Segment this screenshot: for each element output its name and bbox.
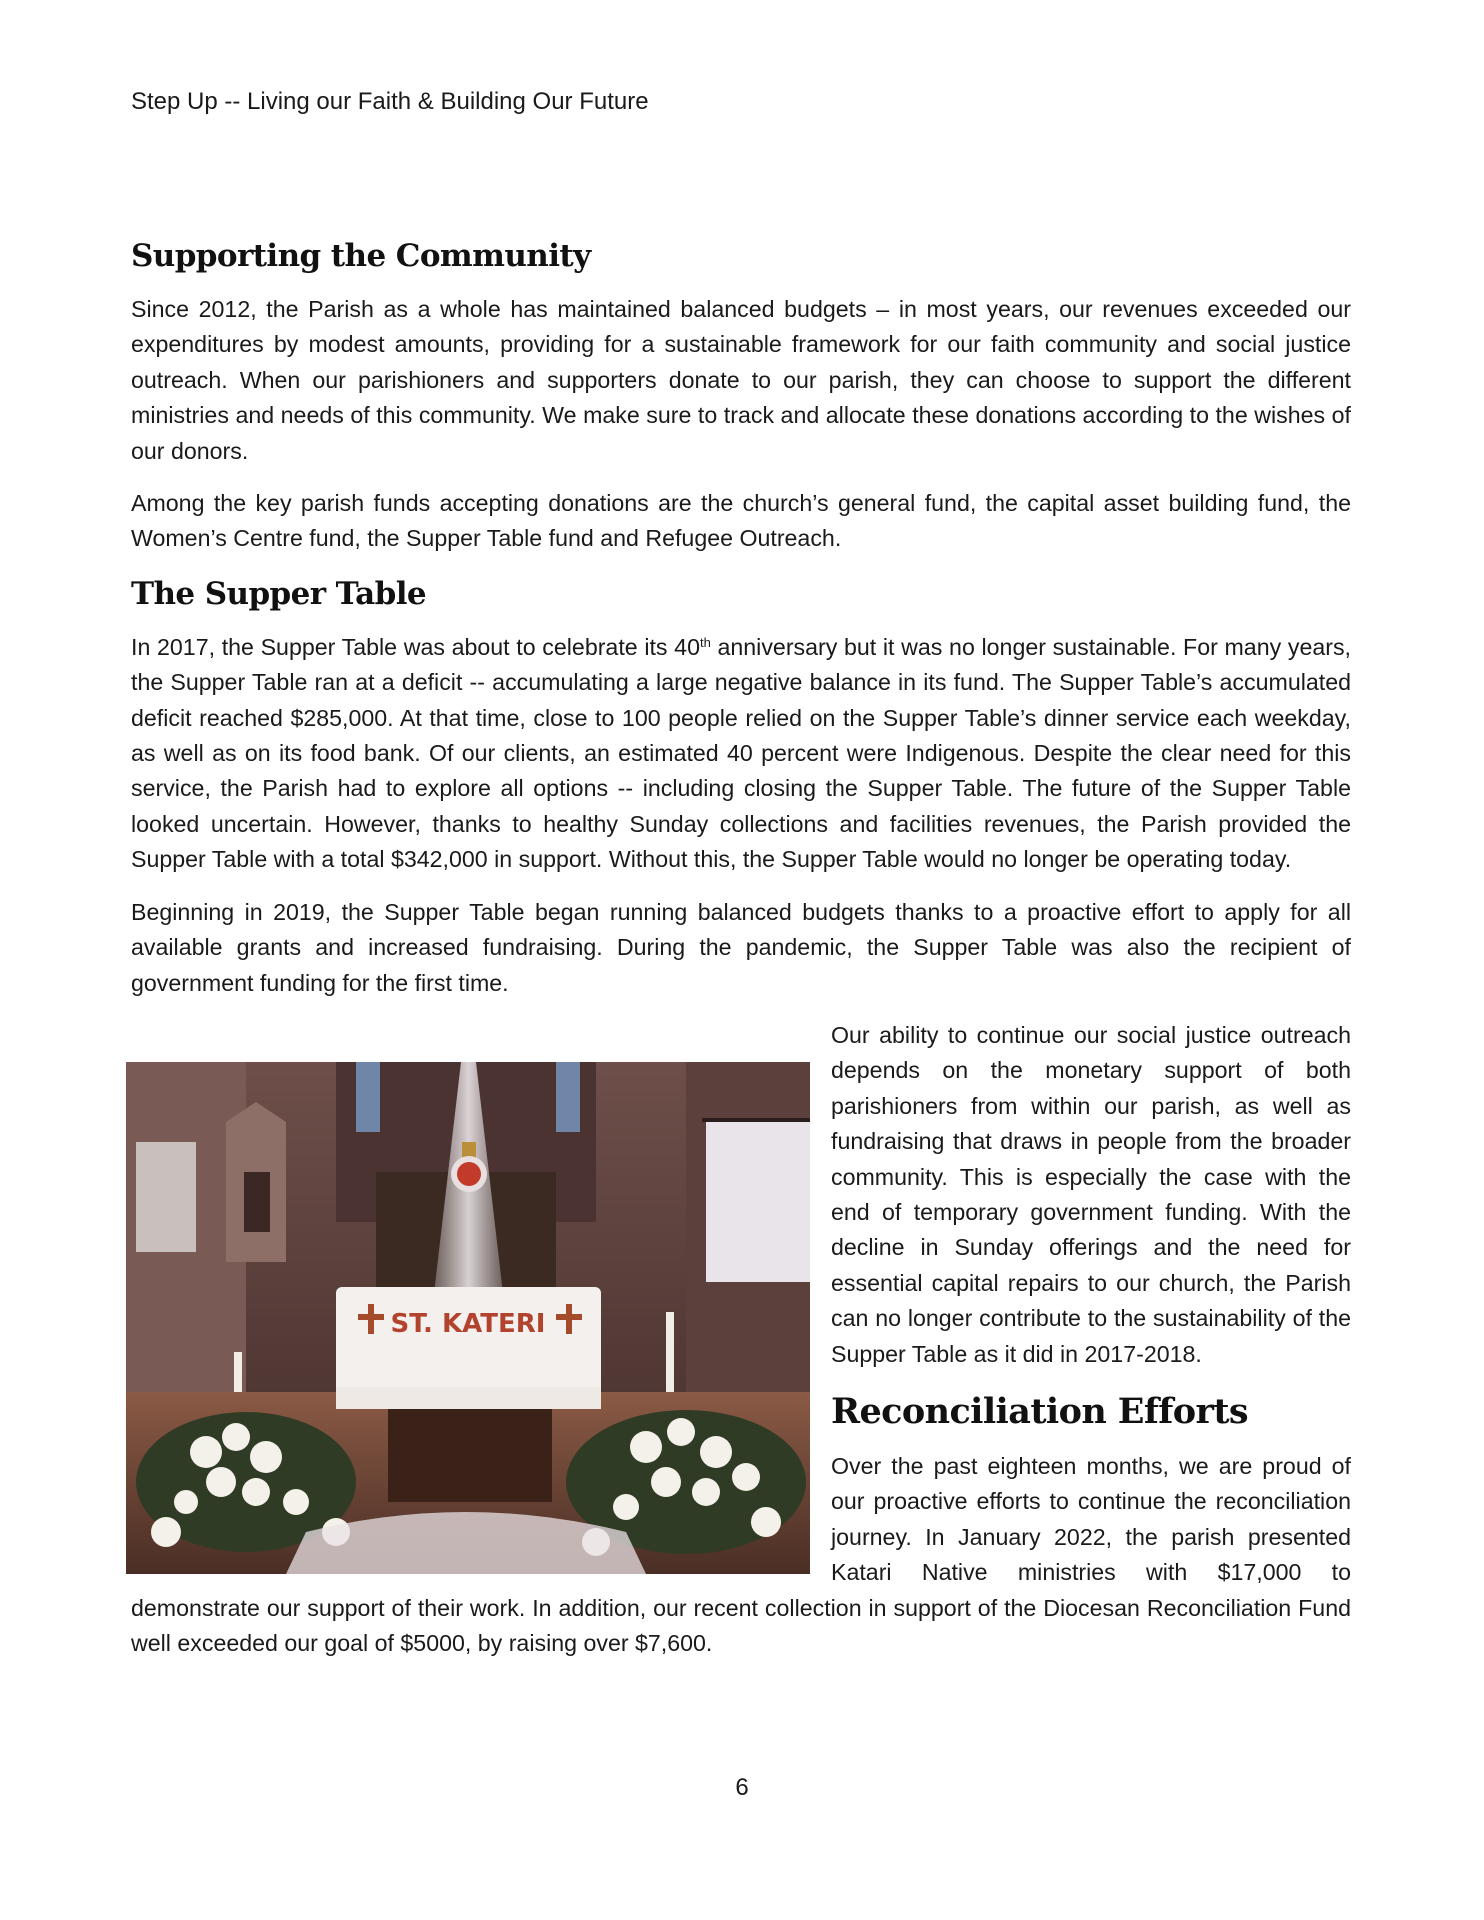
page-content	[131, 236, 1351, 1678]
heading-supporting-community: Supporting the Community	[131, 238, 591, 274]
altar-photo	[126, 1062, 810, 1574]
st-kateri-altar-image	[126, 1062, 810, 1574]
paragraph-supper-table-history	[131, 630, 1351, 878]
paragraph-balanced-budgets: Since 2012, the Parish as a whole has maintained balanced budgets – in most years, our revenues exceeded our expenditures by modest amounts, providing for a sustainable framework for our faith community and social justice outreach. When our parishioners and supporters donate to our parish, they can choose to support the different ministries and needs of this community. We make sure to track and allocate these donations according to the wishes of our donors.	[131, 296, 1351, 464]
ordinal-suffix: th	[699, 634, 711, 650]
wrapped-text-block	[131, 1018, 1351, 1662]
supper-text-start: In 2017, the Supper Table was about to celebrate its 40	[131, 633, 700, 660]
running-header: Step Up -- Living our Faith & Building Our Future	[131, 88, 649, 115]
paragraph-reconciliation: Over the past eighteen months, we are proud of our proactive efforts to continue the reconciliation journey. In January 2022, the parish presented Katari Native ministries with $17,000 to demonstrate our support of their work. In addition, our recent collection in support of the Diocesan Reconciliation Fund well exceeded our goal of $5000, by raising over $7,600.	[131, 1452, 1351, 1656]
supper-text-end: anniversary but it was no longer sustainable. For many years, the Supper Table ran at a deficit -- accumulating a large negative balance in its fund. The Supper Table’s accumulated deficit reached $285,000. At that time, close to 100 people relied on the Supper Table’s dinner service each weekday, as well as on its food bank. Of our clients, an estimated 40 percent were Indigenous. Despite the clear need for this service, the Parish had to explore all options -- including closing the Supper Table. The future of the Supper Table looked uncertain. However, thanks to healthy Sunday collections and facilities revenues, the Parish provided the Supper Table with a total $342,000 in support. Without this, the Supper Table would no longer be operating today.	[131, 633, 1351, 873]
heading-reconciliation-efforts: Reconciliation Efforts	[831, 1390, 1249, 1432]
heading-supper-table: The Supper Table	[131, 575, 427, 612]
paragraph-balanced-since-2019: Beginning in 2019, the Supper Table began running balanced budgets thanks to a proactive effort to apply for all available grants and increased fundraising. During the pandemic, the Supper Table was also the recipient of government funding for the first time.	[131, 898, 1351, 996]
paragraph-parish-funds: Among the key parish funds accepting donations are the church’s general fund, the capital asset building fund, the Women’s Centre fund, the Supper Table fund and Refugee Outreach.	[131, 490, 1351, 552]
page-number: 6	[735, 1774, 749, 1801]
paragraph-social-justice-support: Our ability to continue our social justice outreach depends on the monetary support of both parishioners from within our parish, as well as fundraising that draws in people from the broader community. This is especially the case with the end of temporary government funding. With the decline in Sunday offerings and the need for essential capital repairs to our church, the Parish can no longer contribute to the sustainability of the Supper Table as it did in 2017-2018.	[831, 1021, 1351, 1367]
altar-cloth-text: ST. KATERI	[390, 1308, 546, 1339]
